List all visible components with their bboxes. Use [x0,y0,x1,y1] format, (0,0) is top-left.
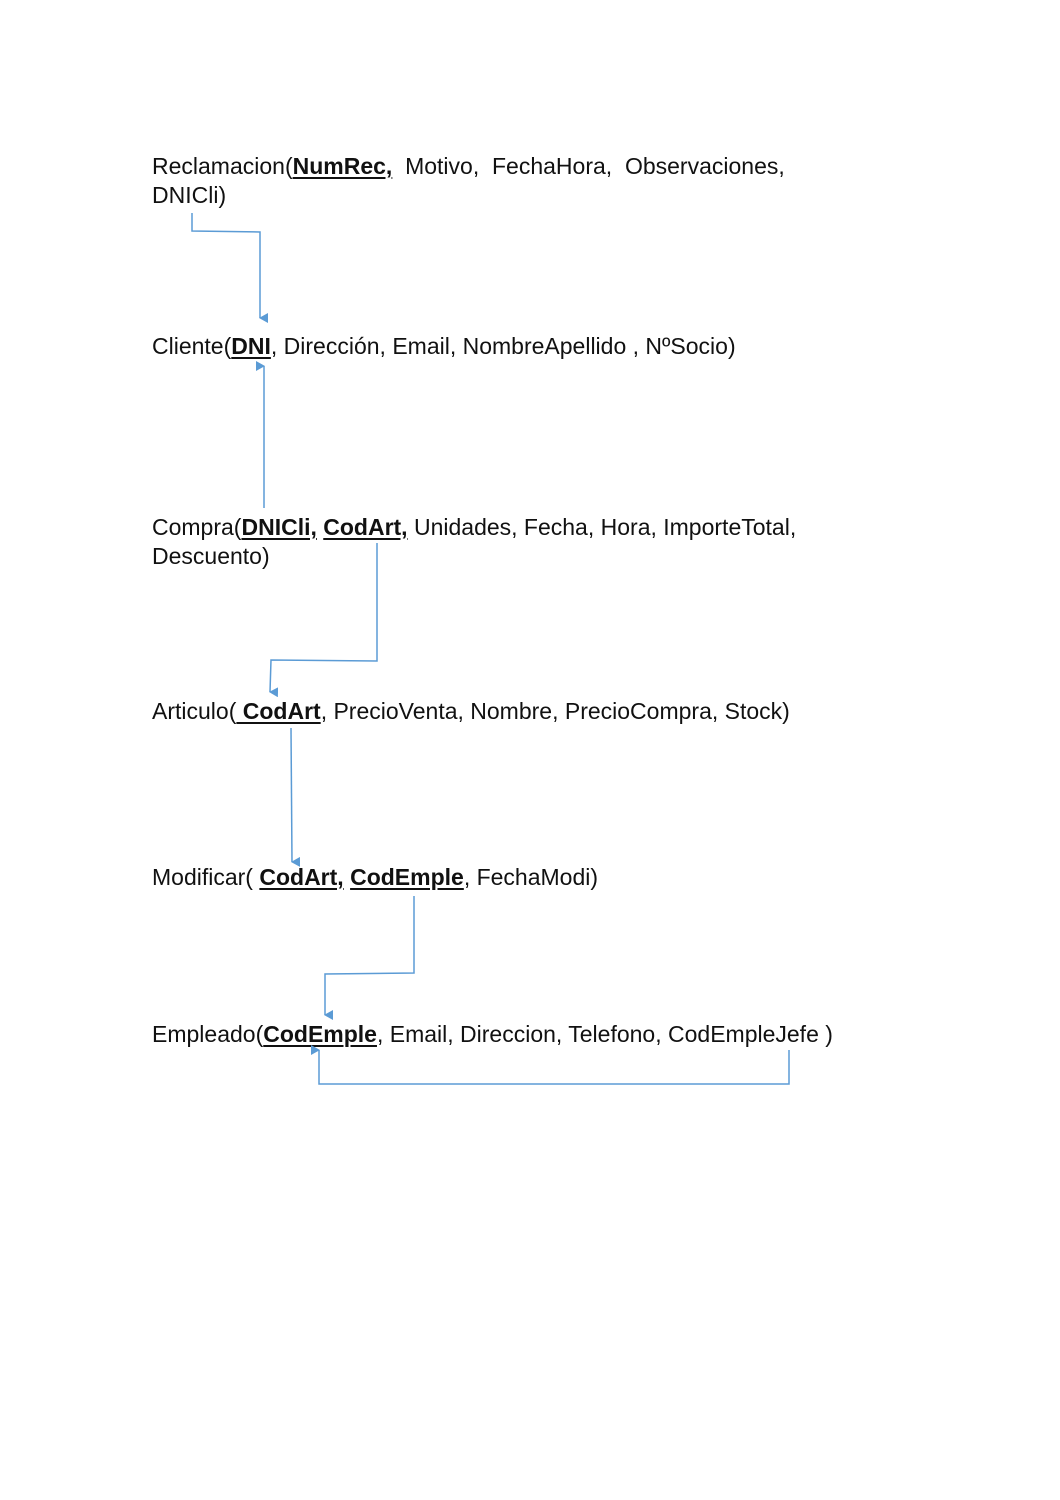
modificar-name: Modificar( [152,864,260,890]
cliente-name: Cliente( [152,333,232,359]
relation-modificar [152,863,598,892]
modificar-attributes: , FechaModi) [463,864,599,890]
empleado-attributes: , Email, Direccion, Telefono, CodEmpleJefe ) [376,1021,833,1047]
reclamacion-name: Reclamacion( [152,153,293,179]
relation-reclamacion [152,152,785,210]
articulo-name: Articulo( [152,698,237,724]
articulo-attributes: , PrecioVenta, Nombre, PrecioCompra, Stock) [320,698,790,724]
fk-arrow-articulo-to-modificar [291,728,292,862]
modificar-pk-codemple: CodEmple [350,864,464,890]
relation-cliente [152,332,736,361]
fk-arrow-reclamacion-to-cliente [192,213,260,318]
relation-compra [152,513,796,571]
reclamacion-line-2: DNICli) [152,182,227,208]
empleado-pk-codemple: CodEmple [263,1021,377,1047]
compra-pk-codart: CodArt, [323,514,408,540]
cliente-attributes: , Dirección, Email, NombreApellido , NºSocio) [270,333,736,359]
articulo-pk-codart: CodArt [236,698,321,724]
relation-empleado [152,1020,833,1049]
reclamacion-attributes: Motivo, FechaHora, Observaciones, [392,153,785,179]
compra-line-1 [152,513,796,542]
compra-name: Compra( [152,514,242,540]
reclamacion-pk-numrec: NumRec, [292,153,393,179]
empleado-name: Empleado( [152,1021,264,1047]
cliente-pk-dni: DNI [231,333,271,359]
compra-line-2: Descuento) [152,543,270,569]
reclamacion-line-1 [152,152,785,181]
relation-articulo [152,697,790,726]
modificar-pk-codart: CodArt, [259,864,344,890]
compra-attributes: Unidades, Fecha, Hora, ImporteTotal, [407,514,797,540]
fk-arrow-modificar-to-empleado [325,896,414,1015]
compra-pk-dnicli: DNICli, [241,514,317,540]
fk-arrow-empleado-self-reference [319,1050,789,1084]
